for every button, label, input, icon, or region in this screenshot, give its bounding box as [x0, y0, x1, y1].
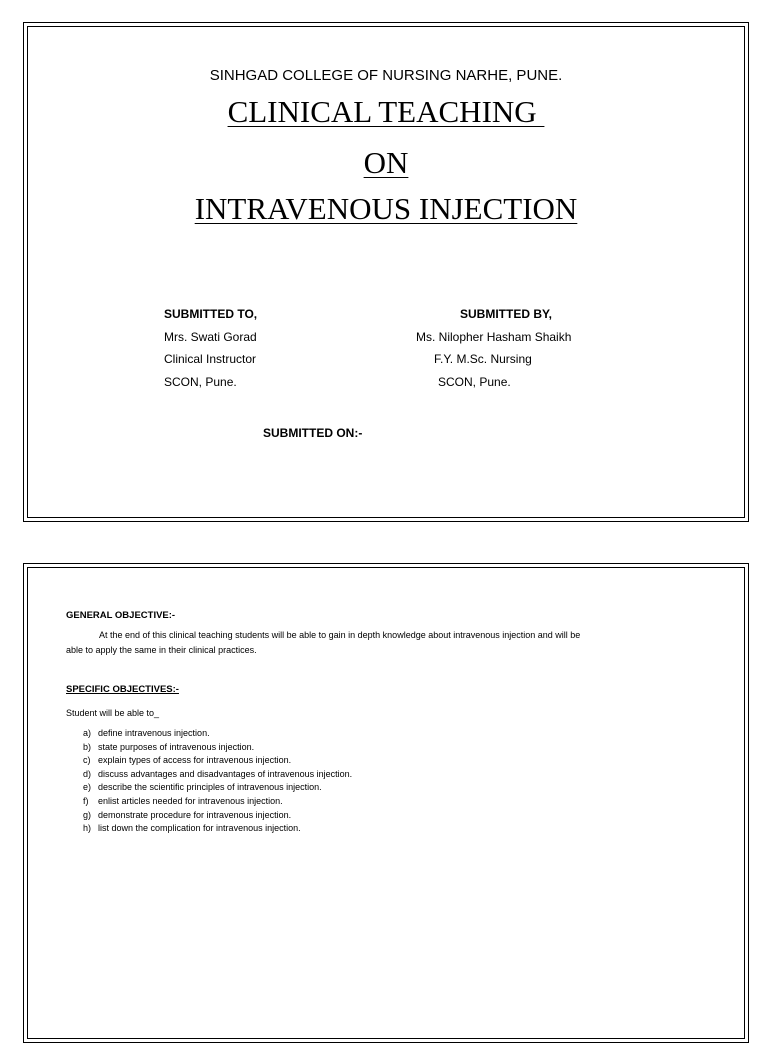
submitted-on-label: SUBMITTED ON:- [263, 426, 363, 440]
list-item-text: list down the complication for intravenous injection. [98, 823, 301, 834]
specific-objective-item [83, 781, 352, 795]
cover-page [23, 22, 749, 522]
specific-objective-item [83, 727, 352, 741]
list-marker: a) [83, 728, 92, 738]
list-item-text: state purposes of intravenous injection. [98, 741, 255, 752]
specific-objective-item [83, 768, 352, 782]
general-objective-line-2: able to apply the same in their clinical practices. [66, 645, 257, 655]
list-marker: g) [83, 809, 92, 820]
specific-objectives-heading: SPECIFIC OBJECTIVES:- [66, 684, 179, 695]
list-item-text: demonstrate procedure for intravenous injection. [98, 809, 292, 820]
list-item-text: describe the scientific principles of intravenous injection. [98, 782, 322, 793]
list-marker: c) [83, 755, 91, 766]
college-name: SINHGAD COLLEGE OF NURSING NARHE, PUNE. [209, 67, 563, 84]
list-marker: f) [83, 795, 89, 806]
list-item-text: discuss advantages and disadvantages of intravenous injection. [98, 768, 353, 779]
title-line-3: INTRAVENOUS INJECTION [194, 191, 578, 226]
submitted-by-course: F.Y. M.Sc. Nursing [434, 352, 532, 366]
submitted-by-name: Ms. Nilopher Hasham Shaikh [416, 330, 572, 344]
submitted-to-role: Clinical Instructor [164, 352, 257, 366]
list-item-text: enlist articles needed for intravenous injection. [98, 795, 283, 806]
list-marker: h) [83, 823, 92, 834]
submitted-to-place: SCON, Pune. [164, 375, 237, 389]
specific-objective-item [83, 809, 352, 823]
objectives-page [23, 563, 749, 1043]
specific-objective-item [83, 741, 352, 755]
submitted-by-place: SCON, Pune. [438, 375, 511, 389]
list-item-text: define intravenous injection. [98, 728, 210, 738]
specific-objectives-list [83, 727, 352, 836]
submitted-to-heading: SUBMITTED TO, [164, 307, 258, 321]
general-objective-heading: GENERAL OBJECTIVE:- [66, 610, 176, 621]
submitted-to-name: Mrs. Swati Gorad [164, 330, 257, 344]
submitted-by-heading: SUBMITTED BY, [460, 307, 553, 321]
specific-objective-item [83, 822, 352, 836]
list-marker: b) [83, 741, 92, 752]
specific-objective-item [83, 795, 352, 809]
list-item-text: explain types of access for intravenous injection. [98, 755, 292, 766]
list-marker: d) [83, 768, 92, 779]
specific-objectives-intro: Student will be able to_ [66, 708, 160, 718]
specific-objective-item [83, 754, 352, 768]
list-marker: e) [83, 782, 92, 793]
title-line-2: ON [363, 145, 409, 180]
title-line-1: CLINICAL TEACHING [227, 94, 545, 129]
general-objective-line-1: At the end of this clinical teaching students will be able to gain in depth knowledge about intravenous injection and will be [99, 630, 581, 640]
